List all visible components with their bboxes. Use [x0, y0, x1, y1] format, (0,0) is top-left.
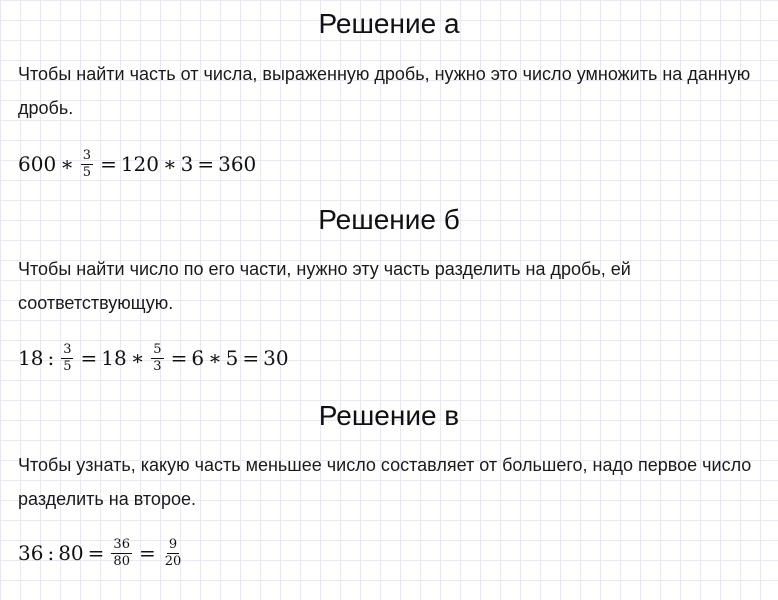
formula-operator: =	[138, 541, 156, 565]
formula-term: 36	[18, 541, 44, 565]
text-solution-c: Чтобы узнать, какую часть меньшее число составляет от большего, надо первое число разделить на второе.	[18, 455, 752, 509]
fraction	[151, 343, 163, 374]
fraction	[81, 149, 93, 180]
formula-term: 18	[18, 346, 44, 370]
formula-solution-b	[18, 341, 289, 375]
fraction-numerator: 3	[82, 147, 92, 163]
fraction-denominator: 3	[153, 358, 162, 374]
formula-term: 360	[218, 152, 257, 176]
formula-operator: =	[87, 541, 105, 565]
heading-solution-a: Решение а	[318, 8, 460, 39]
formula-operator: =	[197, 152, 215, 176]
formula-term: 120	[120, 152, 160, 176]
fraction-numerator: 36	[113, 536, 130, 552]
formula-operator: =	[80, 346, 98, 370]
fraction	[163, 538, 184, 569]
fraction	[61, 343, 73, 374]
fraction-denominator: 5	[82, 164, 92, 180]
formula-term: 6	[191, 346, 205, 370]
formula-operator: ∗	[208, 346, 222, 370]
fraction	[111, 538, 132, 569]
formula-operator: ∗	[130, 346, 145, 370]
formula-term: 3	[180, 152, 194, 176]
formula-term: 30	[263, 346, 289, 370]
formula-term: 18	[101, 346, 127, 370]
fraction-denominator: 80	[113, 553, 130, 569]
formula-operator: =	[100, 152, 117, 176]
fraction-numerator: 5	[153, 341, 162, 357]
formula-operator: ∗	[163, 152, 177, 176]
fraction-denominator: 20	[164, 553, 182, 569]
formula-operator: =	[242, 346, 260, 370]
formula-operator: ∗	[60, 152, 74, 176]
formula-operator: =	[170, 346, 188, 370]
text-solution-b: Чтобы найти число по его части, нужно эту часть разделить на дробь, ей соответствующую.	[18, 259, 631, 313]
formula-solution-a	[18, 147, 256, 181]
text-solution-a: Чтобы найти часть от числа, выраженную дробь, нужно это число умножить на данную дробь.	[18, 64, 751, 118]
formula-operator: :	[47, 346, 55, 370]
heading-solution-b: Решение б	[318, 204, 460, 235]
formula-solution-c	[18, 536, 186, 570]
fraction-numerator: 3	[63, 341, 72, 357]
fraction-denominator: 5	[63, 358, 72, 374]
heading-solution-c: Решение в	[318, 400, 460, 431]
formula-operator: :	[47, 541, 55, 565]
formula-term: 5	[225, 346, 239, 370]
formula-term: 80	[58, 541, 84, 565]
formula-term: 600	[18, 152, 57, 176]
fraction-numerator: 9	[168, 536, 178, 552]
